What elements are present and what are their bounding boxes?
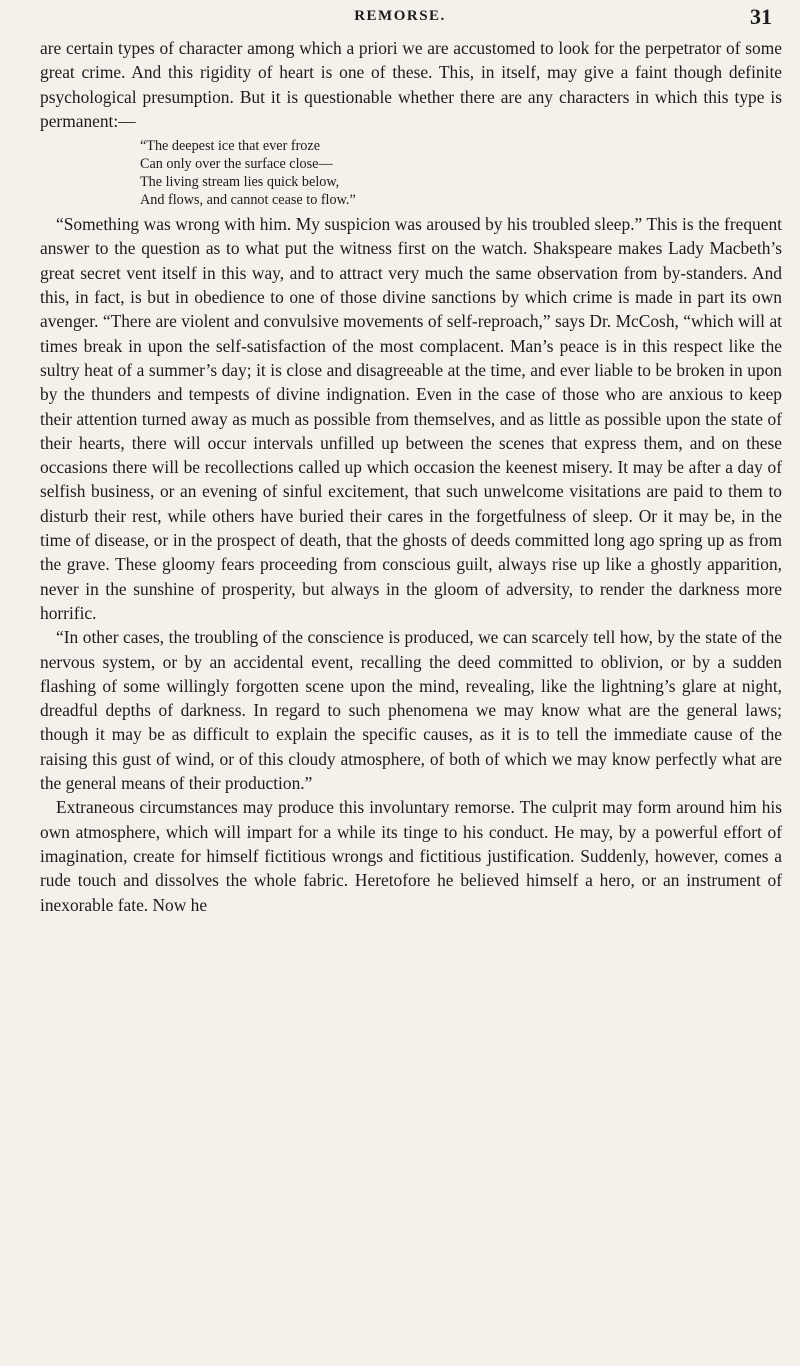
paragraph-4: Extraneous circumstances may produce this involuntary remorse. The culprit may form around him his own atmosphere, which will impart for a while its tinge to his conduct. He may, by a powerful effort of imagination, create for himself fictitious wrongs and fictitious justification. Suddenly, however, comes a rude touch and dissolves the whole fabric. Heretofore he believed himself a hero, or an instrument of inexorable fate. Now he [40,797,782,915]
paragraph-3: “In other cases, the troubling of the conscience is produced, we can scarcely tell how, by the state of the nervous system, or by an accidental event, recalling the deed committed to oblivion, or by a sudden flashing of some willingly forgotten scene upon the mind, revealing, like the lightning’s glare at night, dreadful depths of darkness. In regard to such phenomena we may know what are the general laws; though it may be as difficult to explain the specific causes, as it is to tell the immediate cause of the raising this gust of wind, or of this cloudy atmosphere, of both of which we may know perfectly what are the general means of their production.” [40,627,782,794]
page-number: 31 [750,4,772,29]
paragraph-1: are certain types of character among which a priori we are accustomed to look for the perpetrator of some great crime. And this rigidity of heart is one of these. This, in itself, may give a faint though definite psychological presumption. But it is questionable whether there are any characters in which this type is permanent:— [40,38,782,131]
verse-line-2: Can only over the surface close— [140,156,333,173]
verse-line-3: The living stream lies quick below, [140,174,340,191]
paragraph-2: “Something was wrong with him. My suspicion was aroused by his troubled sleep.” This is the frequent answer to the question as to what put the witness first on the watch. Shakspeare makes Lady Macbeth’s great secret vent itself in this way, and to attract very much the same observation from by-standers. And this, in fact, is but in obedience to one of those divine sanctions by which crime is made in part its own avenger. “There are violent and convulsive movements of self-reproach,” says Dr. McCosh, “which will at times break in upon the self-satisfaction of the most complacent. Man’s peace is in this respect like the sultry heat of a summer’s day; it is close and disagreeable at the time, and ever liable to be broken in upon by the thunders and tempests of divine indignation. Even in the case of those who are anxious to keep their attention turned away as much as possible from themselves, and as little as possible upon the state of their hearts, there will occur intervals unfilled up between the scenes that express them, and on these occasions there will be recollections called up which occasion the keenest misery. It may be after a day of selfish business, or an evening of sinful excitement, that such unwelcome visitations are paid to them to disturb their rest, while others have buried their cares in the forgetfulness of sleep. Or it may be, in the time of disease, or in the prospect of death, that the ghosts of deeds committed long ago spring up as from the grave. These gloomy fears proceeding from conscious guilt, always rise up like a ghostly apparition, never in the sunshine of prosperity, but always in the gloom of adversity, to render the darkness more horrific. [40,214,782,623]
verse-line-4: And flows, and cannot cease to flow.” [140,192,356,209]
body-text [40,36,782,917]
verse-line-1: “The deepest ice that ever froze [140,138,320,155]
running-title: REMORSE. [354,8,446,24]
running-head [0,4,800,32]
verse-quotation [140,137,782,209]
